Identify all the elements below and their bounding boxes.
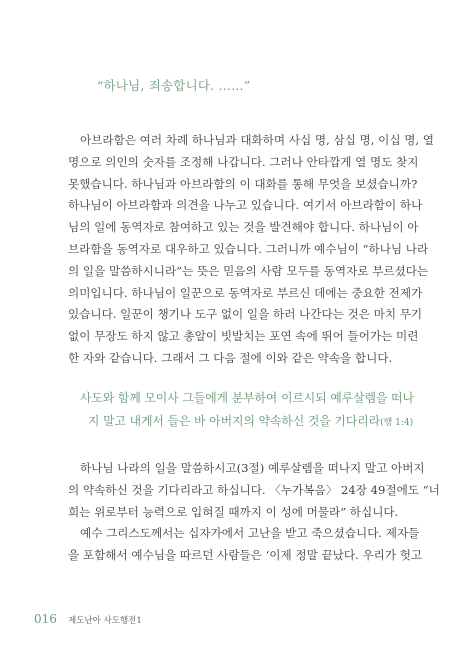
text-line: 님의 일에 동역자로 참여하고 있는 것을 발견해야 합니다. 하나님이 아	[68, 220, 419, 235]
text-line: 을 포함해서 예수님을 따르던 사람들은 ‘이제 정말 끝났다. 우리가 헛고	[68, 548, 423, 563]
text-line: 의 일을 말씀하시니라”는 뜻은 믿음의 사람 모두를 동역자로 부르셨다는	[68, 263, 429, 278]
quote-line: “하나님, 죄송합니다. ……”	[97, 78, 251, 93]
text-line: 희는 위로부터 능력으로 입혀질 때까지 이 성에 머물라” 하십니다.	[68, 504, 399, 519]
text-line: 하나님 나라의 일을 말씀하시고(3절) 예루살렘을 떠나지 말고 아버지	[80, 461, 425, 475]
verse-line-2-text: 지 말고 내게서 들은 바 아버지의 약속하신 것을 기다리라	[88, 414, 381, 428]
text-line: 한 자와 같습니다. 그래서 그 다음 절에 이와 같은 약속을 합니다.	[68, 350, 393, 365]
text-line: 못했습니다. 하나님과 아브라함의 이 대화를 통해 무엇을 보셨습니까?	[68, 176, 418, 191]
page-number: 016	[34, 612, 57, 626]
verse-reference: (행 1:4)	[380, 418, 414, 428]
text-line: 브라함을 동역자로 대우하고 있습니다. 그러니까 예수님이 “하나님 나라	[68, 241, 429, 256]
text-line: 명으로 의인의 숫자를 조정해 나갑니다. 그러나 안타깝게 열 명도 찾지	[68, 154, 419, 169]
verse-line-2	[80, 410, 414, 435]
scripture-quote	[80, 387, 414, 435]
page-footer	[34, 608, 142, 627]
body-paragraph-1	[68, 130, 434, 370]
text-line: 예수 그리스도께서는 십자가에서 고난을 받고 죽으셨습니다. 제자들	[80, 526, 420, 541]
text-line: 있습니다. 일꾼이 챙기나 도구 없이 일을 하러 나간다는 것은 마치 무기	[68, 307, 423, 322]
text-line: 의 약속하신 것을 기다리라고 하십니다. 〈누가복음〉 24장 49절에도 “너	[68, 482, 440, 497]
text-line: 없이 무장도 하지 않고 총알이 빗발치는 포연 속에 뛰어 들어가는 미련	[68, 329, 419, 344]
text-line: 하나님이 아브라함과 의견을 나누고 있습니다. 여기서 아브라함이 하나	[68, 198, 423, 213]
book-title: 제도난아 사도행전1	[68, 616, 142, 626]
verse-line-1: 사도와 함께 모이사 그들에게 분부하여 이르시되 예루살렘을 떠나	[80, 391, 414, 405]
body-paragraph-2	[68, 458, 440, 567]
text-line: 의미입니다. 하나님이 일꾼으로 동역자로 부르신 데에는 중요한 전제가	[68, 285, 423, 300]
text-line: 아브라함은 여러 차례 하나님과 대화하며 사십 명, 삼십 명, 이십 명, 열	[80, 133, 434, 147]
